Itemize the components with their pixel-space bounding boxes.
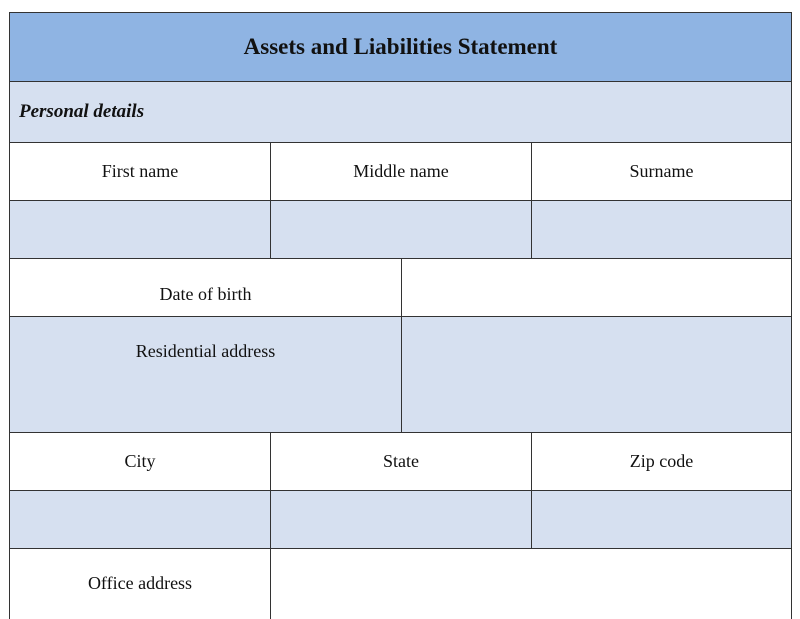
- section-header-text: Personal details: [19, 101, 145, 122]
- state-field[interactable]: [271, 491, 532, 548]
- first-name-label: First name: [10, 143, 271, 200]
- city-field[interactable]: [10, 491, 271, 548]
- middle-name-label: Middle name: [271, 143, 532, 200]
- name-fields-row: [9, 201, 792, 259]
- residential-address-label: Residential address: [10, 317, 402, 432]
- form-title: [9, 12, 792, 82]
- surname-field[interactable]: [532, 201, 791, 258]
- residential-address-field[interactable]: [402, 317, 791, 432]
- state-label: State: [271, 433, 532, 490]
- office-address-row: [9, 549, 792, 619]
- middle-name-field[interactable]: [271, 201, 532, 258]
- surname-label: Surname: [629, 161, 694, 181]
- zip-code-label: Zip code: [629, 451, 694, 471]
- office-address-label: Office address: [10, 549, 271, 619]
- city-label: City: [10, 433, 271, 490]
- location-labels-row: [9, 433, 792, 491]
- name-labels-row: [9, 143, 792, 201]
- office-address-field[interactable]: [271, 549, 791, 619]
- form-title-text: Assets and Liabilities Statement: [243, 34, 558, 59]
- date-of-birth-row: [9, 259, 792, 317]
- first-name-field[interactable]: [10, 201, 271, 258]
- section-header-personal-details: [9, 82, 792, 143]
- residential-address-row: [9, 317, 792, 433]
- date-of-birth-field[interactable]: [402, 259, 791, 316]
- zip-code-field[interactable]: [532, 491, 791, 548]
- assets-liabilities-form: [9, 12, 792, 600]
- date-of-birth-label: Date of birth: [10, 259, 402, 316]
- location-fields-row: [9, 491, 792, 549]
